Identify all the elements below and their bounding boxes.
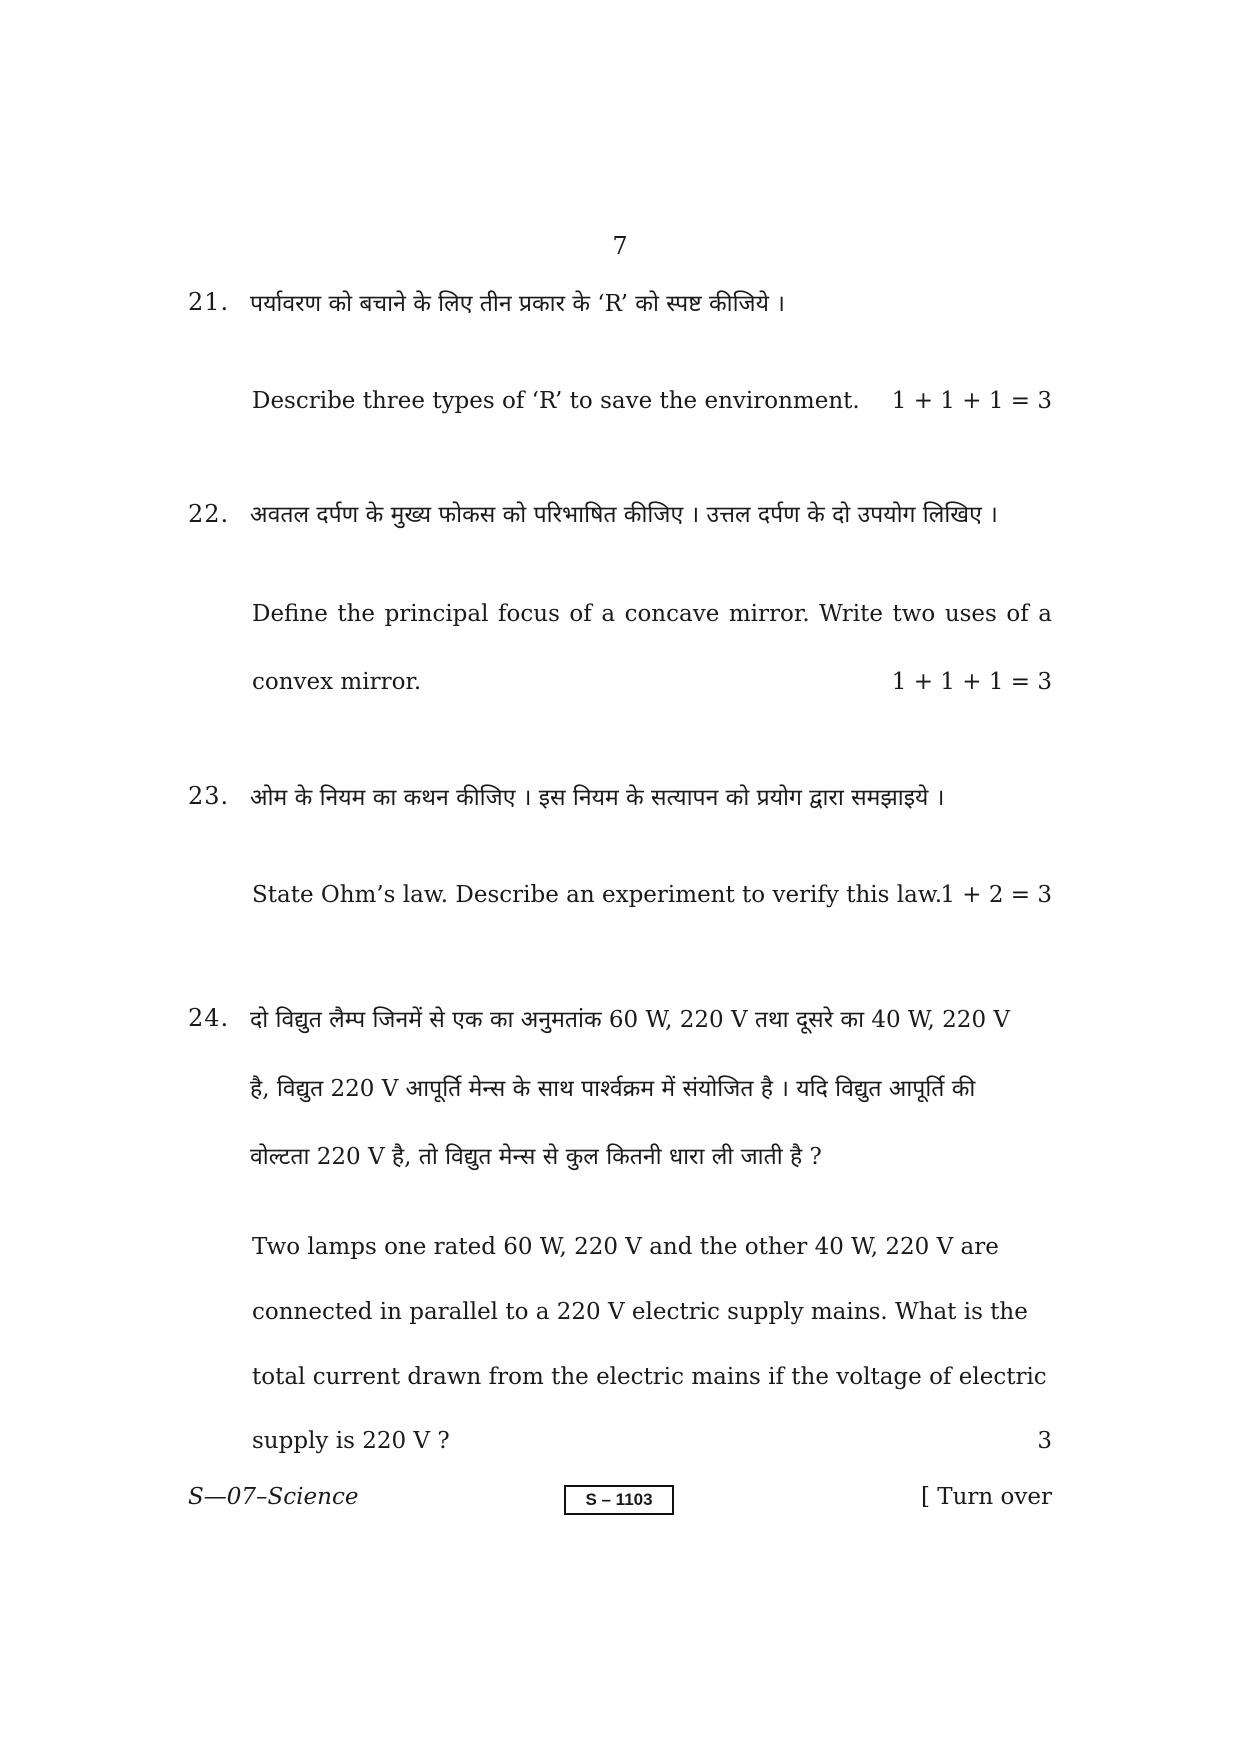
question-english-text: Describe three types of ‘R’ to save the environment. [252, 388, 860, 414]
question-hindi-text: ओम के नियम का कथन कीजिए । इस नियम के सत्यापन को प्रयोग द्वारा समझाइये । [250, 785, 945, 811]
question-english-text [252, 601, 1052, 627]
word: mirror. [728, 601, 810, 627]
question-english-text: supply is 220 V ? [252, 1428, 450, 1454]
word: two [892, 601, 936, 627]
word: uses [944, 601, 997, 627]
word: principal [384, 601, 489, 627]
question-english-text: total current drawn from the electric mains if the voltage of electric [252, 1364, 1047, 1390]
question-english-text: Two lamps one rated 60 W, 220 V and the other 40 W, 220 V are [252, 1234, 999, 1260]
word: of [569, 601, 592, 627]
question-hindi-text: पर्यावरण को बचाने के लिए तीन प्रकार के ‘R’ को स्पष्ट कीजिये । [250, 291, 785, 317]
word: concave [624, 601, 720, 627]
question-english-text: convex mirror. [252, 669, 422, 695]
question-number: 23. [188, 782, 230, 810]
question-hindi-text: अवतल दर्पण के मुख्य फोकस को परिभाषित कीजिए । उत्तल दर्पण के दो उपयोग लिखिए । [250, 502, 998, 528]
question-marks: 3 [1037, 1428, 1052, 1454]
question-marks: 1 + 1 + 1 = 3 [891, 388, 1052, 414]
question-hindi-text: दो विद्युत लैम्प जिनमें से एक का अनुमतांक 60 W, 220 V तथा दूसरे का 40 W, 220 V [250, 1007, 1010, 1033]
page-number: 7 [612, 232, 628, 260]
footer-subject-code: S—07–Science [188, 1484, 359, 1510]
question-marks: 1 + 2 = 3 [940, 882, 1052, 908]
question-english-text: State Ohm’s law. Describe an experiment to verify this law. [252, 882, 943, 908]
question-number: 21. [188, 288, 230, 316]
word: the [337, 601, 376, 627]
question-number: 22. [188, 500, 230, 528]
question-english-text: connected in parallel to a 220 V electric supply mains. What is the [252, 1299, 1028, 1325]
word: Define [252, 601, 328, 627]
word: Write [819, 601, 883, 627]
question-hindi-text: है, विद्युत 220 V आपूर्ति मेन्स के साथ पार्श्वक्रम में संयोजित है । यदि विद्युत आपूर्ति की [250, 1076, 976, 1102]
word: of [1006, 601, 1029, 627]
word: a [601, 601, 616, 627]
footer-paper-code-box: S – 1103 [564, 1485, 674, 1515]
question-marks: 1 + 1 + 1 = 3 [891, 669, 1052, 695]
footer-turn-over: [ Turn over [920, 1484, 1052, 1510]
question-number: 24. [188, 1004, 230, 1032]
question-hindi-text: वोल्टता 220 V है, तो विद्युत मेन्स से कुल कितनी धारा ली जाती है ? [250, 1144, 822, 1170]
word: focus [498, 601, 560, 627]
word: a [1038, 601, 1052, 627]
